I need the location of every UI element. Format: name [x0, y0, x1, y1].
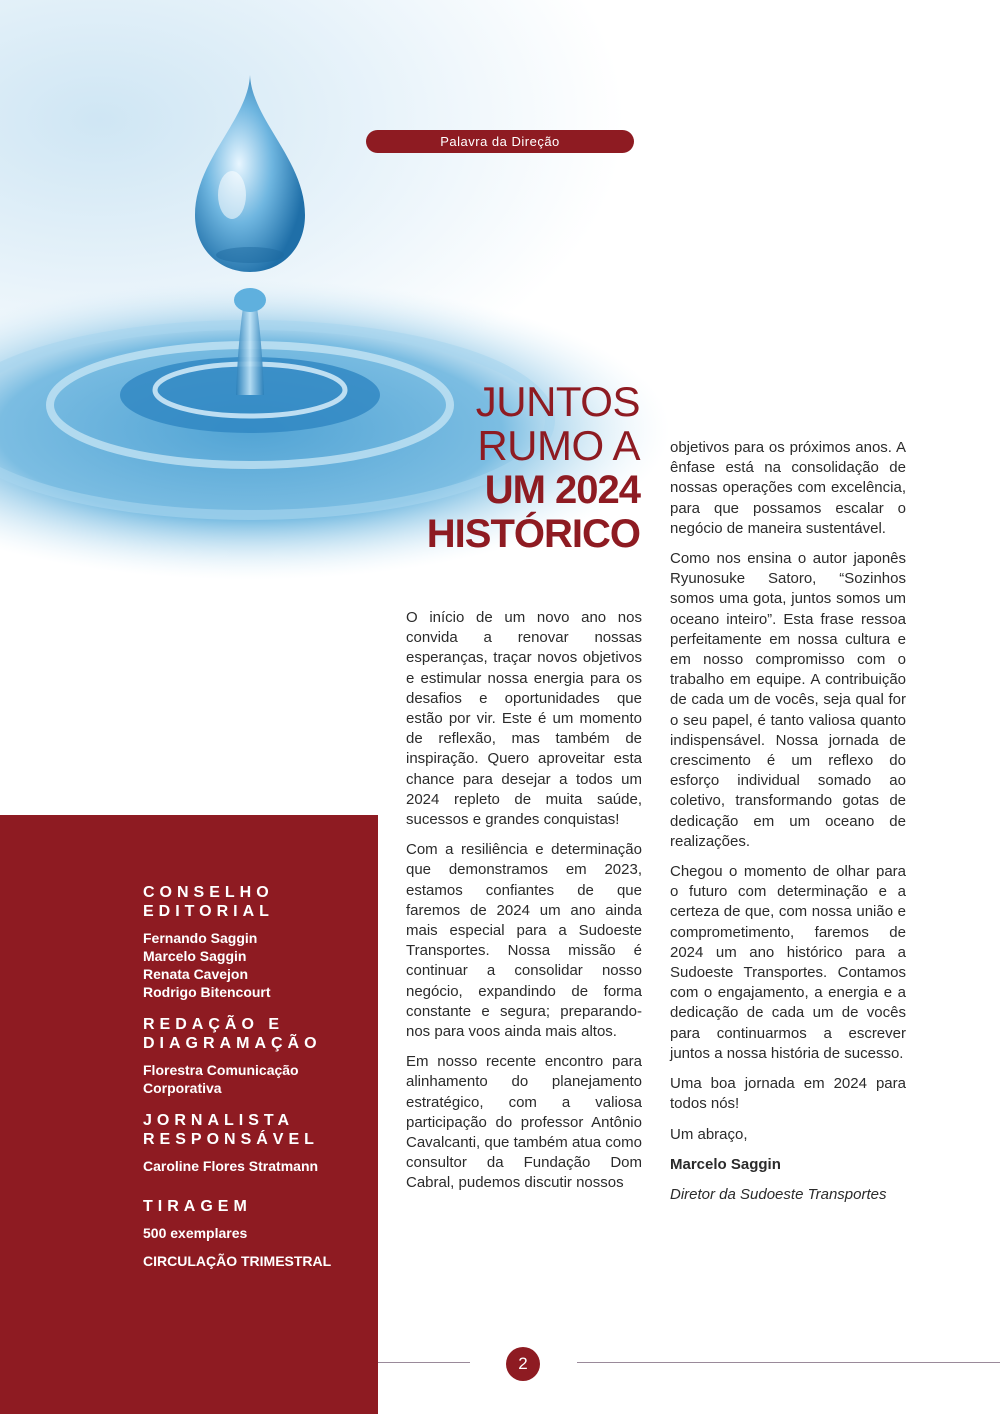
page-title [427, 380, 640, 556]
conselho-group [143, 883, 368, 1001]
conselho-member: Rodrigo Bitencourt [143, 984, 271, 1000]
article-paragraph: Uma boa jornada em 2024 para todos nós! [670, 1075, 906, 1113]
headline-line-2: RUMO A [477, 422, 640, 469]
footer-divider-left [378, 1362, 470, 1363]
conselho-member: Fernando Saggin [143, 930, 258, 946]
article-column-left [406, 608, 642, 1204]
section-label: Palavra da Direção [366, 130, 634, 153]
article-paragraph: Como nos ensina o autor japonês Ryunosuke Satoro, “Sozinhos somos uma gota, juntos somos um oceano inteiro”. Esta frase ressoa perfeitamente em nossa cultura e em nosso compromisso com o trabalho em equipe. A contribuição de cada um de vocês, seja qual for o seu papel, é tanto valiosa quanto indispensável. Nossa jornada de crescimento é um reflexo do esforço individual somado ao coletivo, transformando gotas de dedicação em um oceano de realizações. [670, 550, 906, 850]
conselho-member: Marcelo Saggin [143, 948, 247, 964]
conselho-member: Renata Cavejon [143, 966, 249, 982]
headline-line-3: UM 2024 [484, 468, 640, 512]
jornalista-value: Caroline Flores Stratmann [143, 1158, 319, 1174]
tiragem-value: 500 exemplares [143, 1225, 248, 1241]
signature-role: Diretor da Sudoeste Transportes [670, 1185, 887, 1203]
redacao-group [143, 1015, 368, 1097]
article-paragraph: Em nosso recente encontro para alinhamento do planejamento estratégico, com a valiosa participação do professor Antônio Cavalcanti, que também atua como consultor da Fundação Dom Cabral, pudemos discutir nossos [406, 1053, 642, 1192]
article-paragraph: objetivos para os próximos anos. A ênfase está na consolidação de nossas operações com excelência, para que possamos escalar o negócio de maneira sustentável. [670, 439, 906, 537]
jornalista-heading: JORNALISTA RESPONSÁVEL [143, 1112, 319, 1148]
tiragem-heading: TIRAGEM [143, 1198, 252, 1215]
article-paragraph: Com a resiliência e determinação que demonstramos em 2023, estamos confiantes de que faremos de 2024 um ano ainda mais especial para a Sudoeste Transportes. Nossa missão é continuar a consolidar nosso negócio, expandindo de forma constante e segura; preparando-nos para voos ainda mais altos. [406, 841, 642, 1041]
tiragem-group [143, 1197, 368, 1270]
article-paragraph: O início de um novo ano nos convida a renovar nossas esperanças, traçar novos objetivos e estimular nossa energia para os desafios e oportunidades que estão por vir. Este é um momento de reflexão, mas também de inspiração. Quero aproveitar esta chance para desejar a todos um 2024 repleto de muita saúde, sucessos e grandes conquistas! [406, 609, 642, 829]
redacao-value: Florestra Comunicação Corporativa [143, 1062, 299, 1096]
article-paragraph: Chegou o momento de olhar para o futuro com determinação e a certeza de que, com nossa união e comprometimento, faremos de 2024 um ano histórico para a Sudoeste Transportes. Contamos com o engajamento, a energia e a dedicação de cada um de vocês para continuarmos a escrever juntos a nossa história de sucesso. [670, 863, 906, 1062]
article-column-right [670, 438, 906, 1215]
headline-line-1: JUNTOS [475, 378, 640, 425]
credits-panel [0, 815, 378, 1414]
redacao-heading: REDAÇÃO E DIAGRAMAÇÃO [143, 1016, 322, 1052]
circulacao-value: CIRCULAÇÃO TRIMESTRAL [143, 1253, 332, 1269]
page-number: 2 [506, 1347, 540, 1381]
conselho-heading: CONSELHO EDITORIAL [143, 884, 274, 920]
article-paragraph: Um abraço, [670, 1125, 748, 1143]
footer-divider-right [577, 1362, 1000, 1363]
jornalista-group [143, 1111, 368, 1175]
headline-line-4: HISTÓRICO [426, 512, 640, 556]
signature-name: Marcelo Saggin [670, 1155, 781, 1173]
